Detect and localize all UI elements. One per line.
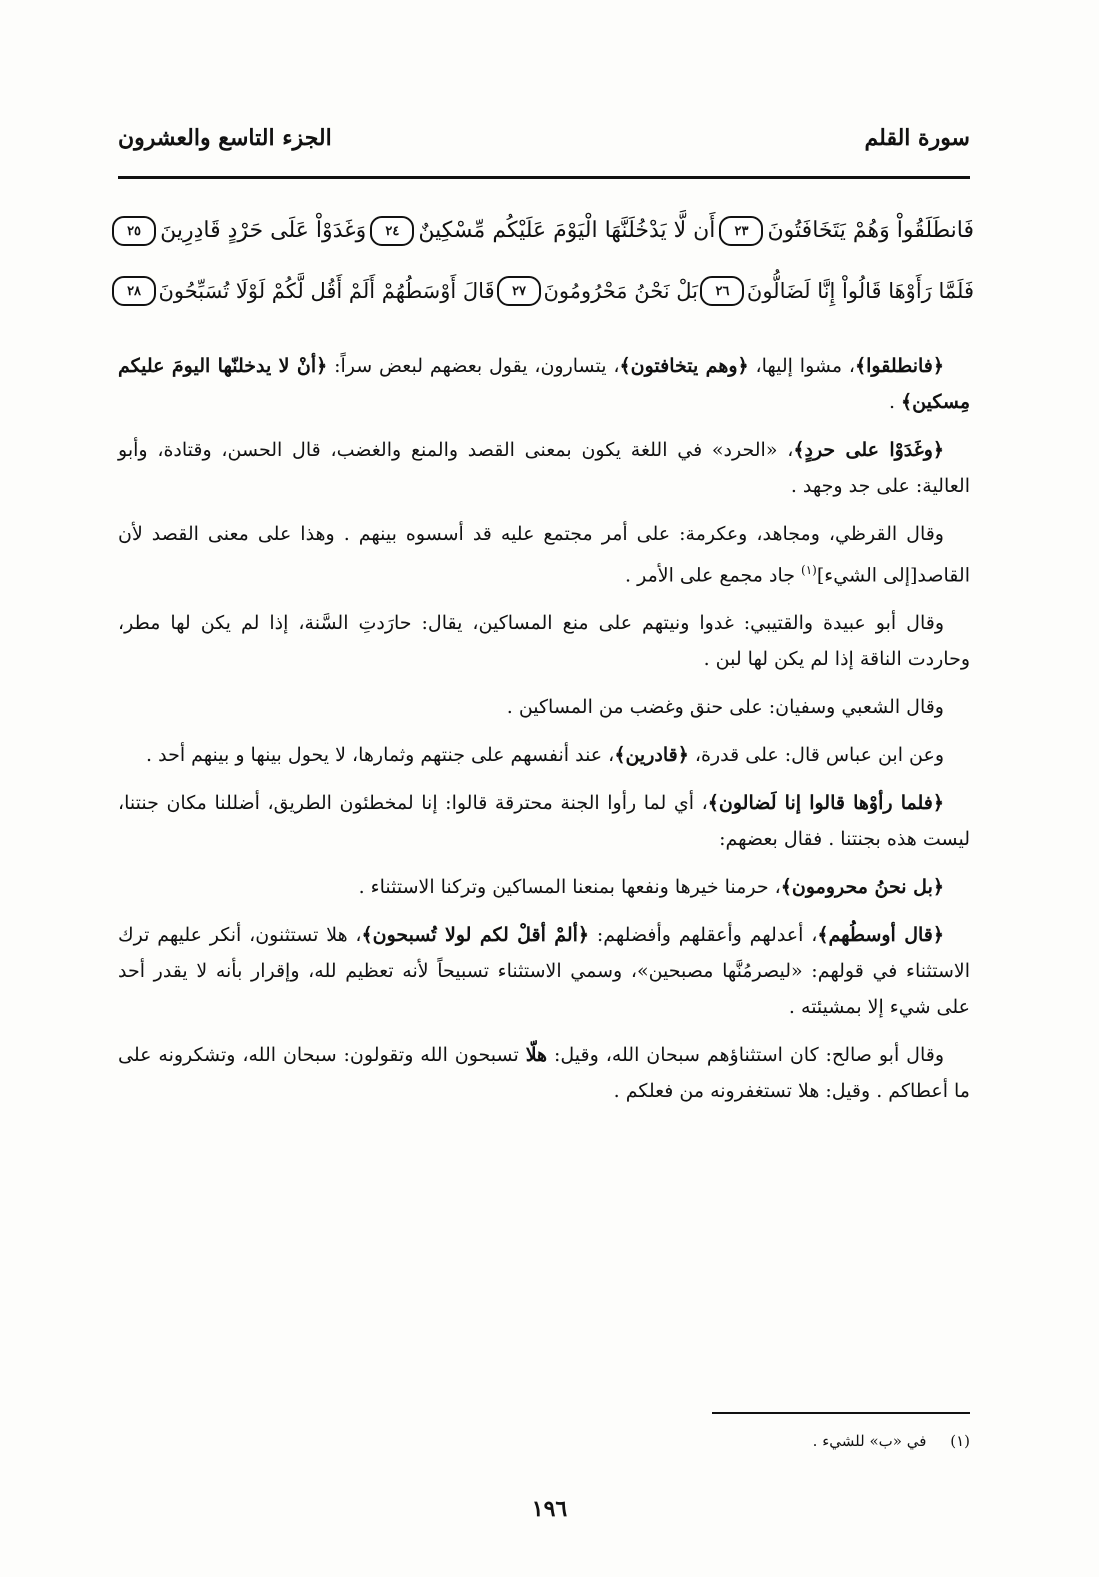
quran-quote: ﴿ألمْ أقلْ لكم لولا تُسبحون﴾ xyxy=(361,924,590,947)
paragraph-text: وعن ابن عباس قال: على قدرة، xyxy=(688,744,944,767)
quran-quote: ﴿قادرين﴾ xyxy=(614,744,689,767)
verse-number-marker: ٢٨ xyxy=(112,276,156,306)
paragraph-text: ، «الحرد» في اللغة يكون بمعنى القصد والمنع والغضب، قال الحسن، وقتادة، وأبو العالية: على جد وجهد . xyxy=(118,439,970,497)
quran-quote: ﴿وغَدَوْا على حردٍ﴾ xyxy=(793,439,944,461)
verse-text: قَالَ أَوْسَطُهُمْ أَلَمْ أَقُل لَّكُمْ لَوْلَا تُسَبِّحُونَ xyxy=(158,278,495,303)
paragraph-text: وقال أبو صالح: كان استثناؤهم سبحان الله، وقيل: xyxy=(547,1044,944,1067)
quran-quote: هلّا xyxy=(525,1044,548,1067)
quran-quote: ﴿فانطلقوا﴾ xyxy=(854,355,944,377)
commentary-body xyxy=(118,348,970,1121)
verse-text: أَن لَّا يَدْخُلَنَّهَا الْيَوْمَ عَلَيْكُم مِّسْكِينٌ xyxy=(418,218,716,243)
paragraph-text: وقال القرظي، ومجاهد، وعكرمة: على أمر مجتمع عليه قد أسسوه بينهم . وهذا على معنى القصد لأن القاصد[إلى الشيء] xyxy=(118,523,970,587)
verse-text: فَانطَلَقُواْ وَهُمْ يَتَخَافَتُونَ xyxy=(767,218,974,243)
footnote xyxy=(118,1432,970,1450)
verse-number-marker: ٢٣ xyxy=(719,216,763,246)
verse-line xyxy=(112,268,974,314)
quran-quote: ﴿قال أوسطُهم﴾ xyxy=(817,924,945,947)
surah-title: سورة القلم xyxy=(864,125,970,151)
commentary-paragraph xyxy=(118,516,970,593)
quran-quote: ﴿وهم يتخافتون﴾ xyxy=(619,355,749,377)
commentary-paragraph xyxy=(118,348,970,420)
page-number: ١٩٦ xyxy=(531,1496,568,1522)
paragraph-text: ، هلا تستثنون، أنكر عليهم ترك الاستثناء في قولهم: «ليصرمُنَّها مصبحين»، وسمي الاستثناء تسبيحاً لأنه تعظيم لله، وإقرار بأنه لا يقدر أحد على شيء إلا بمشيئته . xyxy=(118,924,970,1019)
quran-quote: ﴿أنْ لا يدخلنّها اليومَ عليكم مِسكين﴾ xyxy=(118,355,970,413)
paragraph-text: ، مشوا إليها، xyxy=(748,355,855,377)
verse-text: بَلْ نَحْنُ مَحْرُومُونَ xyxy=(543,278,699,303)
quran-quote: ﴿بل نحنُ محرومون﴾ xyxy=(780,876,944,899)
footnote-reference: (١) xyxy=(801,563,817,577)
paragraph-text: ، حرمنا خيرها ونفعها بمنعنا المساكين وتركنا الاستثناء . xyxy=(358,876,781,899)
verse-text: فَلَمَّا رَأَوْهَا قَالُواْ إِنَّا لَضَالُّونَ xyxy=(746,278,974,303)
quran-verses-block xyxy=(112,208,974,328)
commentary-paragraph xyxy=(118,689,970,725)
footnote-text: في «ب» للشيء . xyxy=(812,1432,927,1450)
footnote-marker: (١) xyxy=(950,1432,970,1450)
verse-number-marker: ٢٦ xyxy=(700,276,744,306)
header-rule xyxy=(118,176,970,179)
commentary-paragraph xyxy=(118,605,970,677)
commentary-paragraph xyxy=(118,917,970,1025)
paragraph-text: وقال الشعبي وسفيان: على حنق وغضب من المساكين . xyxy=(506,696,944,719)
verse-text: وَغَدَوْاْ عَلَى حَرْدٍ قَادِرِينَ xyxy=(160,218,367,243)
verse-number-marker: ٢٧ xyxy=(497,276,541,306)
paragraph-text: ، أي لما رأوا الجنة محترقة قالوا: إنا لمخطئون الطريق، أضللنا مكان جنتنا، ليست هذه بجنتنا . فقال بعضهم: xyxy=(118,792,970,851)
paragraph-text: ، يتسارون، يقول بعضهم لبعض سراً: xyxy=(327,355,620,377)
paragraph-text: ، عند أنفسهم على جنتهم وثمارها، لا يحول بينها و بينهم أحد . xyxy=(146,744,615,767)
commentary-paragraph xyxy=(118,737,970,773)
paragraph-text: وقال أبو عبيدة والقتيبي: غدوا ونيتهم على منع المساكين، يقال: حارَدتِ السَّنة، إذا لم يكن لها مطر، وحاردت الناقة إذا لم يكن لها لبن . xyxy=(118,612,970,671)
commentary-paragraph xyxy=(118,432,970,504)
commentary-paragraph xyxy=(118,869,970,905)
quran-quote: ﴿فلما رأوْها قالوا إنا لَضالون﴾ xyxy=(707,792,944,815)
footnote-rule xyxy=(712,1412,970,1414)
paragraph-text: ، أعدلهم وأعقلهم وأفضلهم: xyxy=(589,924,818,947)
verse-number-marker: ٢٥ xyxy=(112,216,156,246)
verse-number-marker: ٢٤ xyxy=(370,216,414,246)
commentary-paragraph xyxy=(118,1037,970,1109)
part-title: الجزء التاسع والعشرون xyxy=(118,125,332,151)
verse-line xyxy=(112,208,974,254)
running-header xyxy=(118,118,970,158)
commentary-paragraph xyxy=(118,785,970,857)
paragraph-text: تسبحون الله وتقولون: سبحان الله، وتشكرونه على ما أعطاكم . وقيل: هلا تستغفرونه من فعلكم . xyxy=(118,1044,970,1103)
paragraph-text: . xyxy=(888,391,902,413)
paragraph-text: جاد مجمع على الأمر . xyxy=(625,564,802,587)
